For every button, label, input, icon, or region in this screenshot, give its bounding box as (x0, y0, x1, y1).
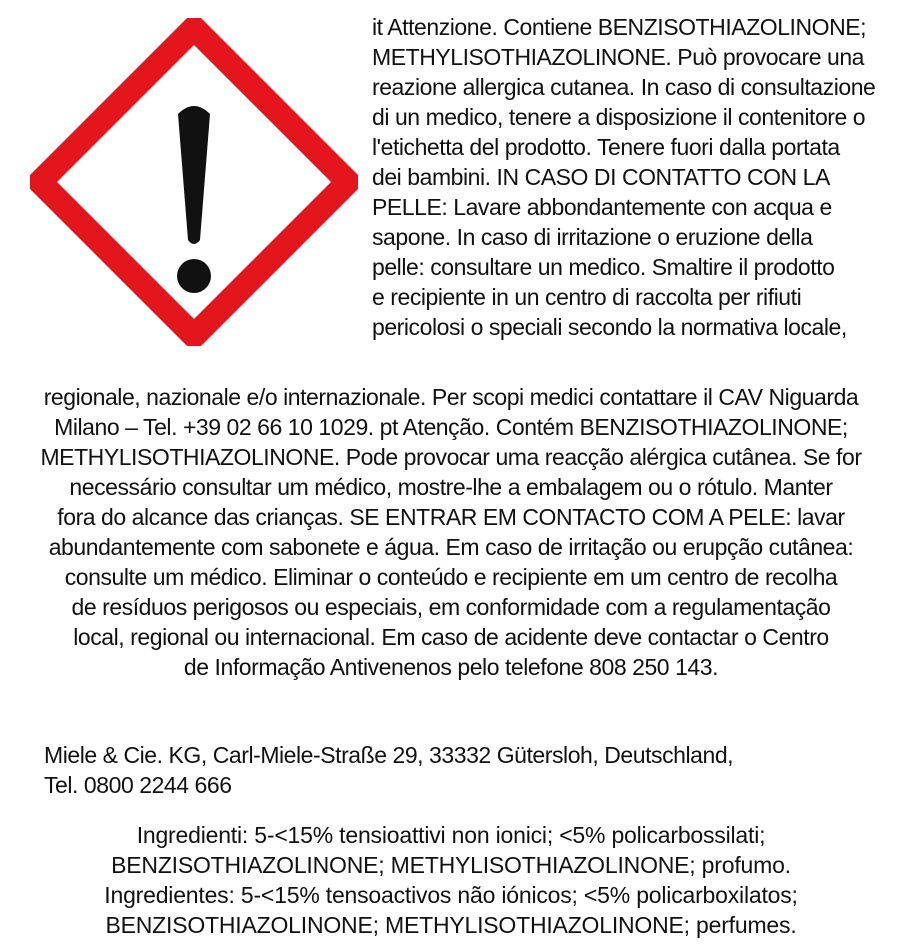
warning-line: PELLE: Lavare abbondantemente con acqua e (372, 194, 832, 220)
warning-line: METHYLISOTHIAZOLINONE. Pode provocar uma reacção alérgica cutânea. Se for (40, 444, 862, 470)
warning-line: METHYLISOTHIAZOLINONE. Può provocare una (372, 44, 865, 70)
warning-line: consulte um médico. Eliminar o conteúdo e recipiente em um centro de recolha (64, 564, 838, 590)
warning-line: abundantemente com sabonete e água. Em caso de irritação ou erupção cutânea: (48, 534, 854, 560)
address-line: Miele & Cie. KG, Carl-Miele-Straße 29, 33332 Gütersloh, Deutschland, (44, 742, 734, 768)
warning-line: e recipiente in un centro di raccolta per rifiuti (372, 284, 802, 310)
warning-line: reazione allergica cutanea. In caso di consultazione (372, 74, 876, 100)
warning-line: de resíduos perigosos ou especiais, em conformidade com a regulamentação (71, 594, 831, 620)
warning-line: it Attenzione. Contiene BENZISOTHIAZOLINONE; (372, 14, 867, 40)
ingredients-line: BENZISOTHIAZOLINONE; METHYLISOTHIAZOLINONE; perfumes. (105, 912, 797, 938)
ingredients-line: Ingredientes: 5-<15% tensoactivos não iónicos; <5% policarboxilatos; (104, 882, 798, 908)
warning-line: regionale, nazionale e/o internazionale. Per scopi medici contattare il CAV Niguarda (43, 384, 859, 410)
ingredients-line: Ingredienti: 5-<15% tensioattivi non ionici; <5% policarbossilati; (136, 822, 766, 848)
warning-line: di un medico, tenere a disposizione il contenitore o (372, 104, 866, 130)
warning-line: fora do alcance das crianças. SE ENTRAR EM CONTACTO COM A PELE: lavar (57, 504, 845, 530)
warning-line: dei bambini. IN CASO DI CONTATTO CON LA (372, 164, 830, 190)
warning-line: necessário consultar um médico, mostre-lhe a embalagem ou o rótulo. Manter (69, 474, 833, 500)
warning-line: Milano – Tel. +39 02 66 10 1029. pt Atenção. Contém BENZISOTHIAZOLINONE; (54, 414, 848, 440)
warning-line: de Informação Antivenenos pelo telefone 808 250 143. (183, 654, 719, 680)
exclamation-dot (177, 259, 211, 293)
ingredients-line: BENZISOTHIAZOLINONE; METHYLISOTHIAZOLINONE; profumo. (111, 852, 791, 878)
warning-line: l'etichetta del prodotto. Tenere fuori dalla portata (372, 134, 840, 160)
ghs-exclamation-mark-icon (30, 18, 358, 346)
warning-line: local, regional ou internacional. Em caso de acidente deve contactar o Centro (73, 624, 829, 650)
phone-line: Tel. 0800 2244 666 (44, 772, 232, 798)
warning-line: sapone. In caso di irritazione o eruzione della (372, 224, 813, 250)
warning-line: pericolosi o speciali secondo la normativa locale, (372, 314, 847, 340)
warning-line: pelle: consultare un medico. Smaltire il prodotto (372, 254, 835, 280)
